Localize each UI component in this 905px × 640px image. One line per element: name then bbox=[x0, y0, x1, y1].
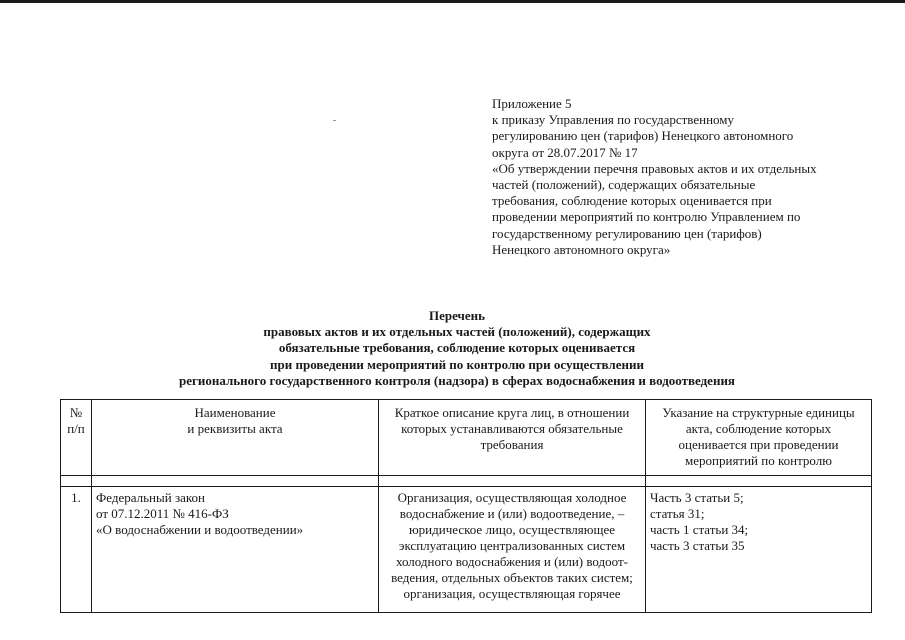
appendix-line: «Об утверждении перечня правовых актов и их отдельных bbox=[492, 160, 817, 176]
row-structural-units: Часть 3 статьи 5; статья 31; часть 1 статьи 34; часть 3 статьи 35 bbox=[646, 487, 872, 613]
row-number: 1. bbox=[61, 487, 92, 613]
row-persons: Организация, осуществляющая холодное водоснабжение и (или) водоотведение, – юридическое лицо, осуществляющее эксплуатацию централизованных систем холодного водоснабжения и (или) водоот- ведения, отдельных объектов таких систем; организация, осуществляющая горячее bbox=[379, 487, 646, 613]
row-act: Федеральный закон от 07.12.2011 № 416-ФЗ «О водоснабжении и водоотведении» bbox=[92, 487, 379, 613]
header-number: № п/п bbox=[61, 400, 92, 476]
title-line: правовых актов и их отдельных частей (положений), содержащих bbox=[263, 324, 651, 340]
header-act-name: Наименование и реквизиты акта bbox=[92, 400, 379, 476]
appendix-line: государственному регулированию цен (тарифов) bbox=[492, 225, 762, 241]
header-persons: Краткое описание круга лиц, в отношении которых устанавливаются обязательные требования bbox=[379, 400, 646, 476]
appendix-line: проведении мероприятий по контролю Управлением по bbox=[492, 209, 801, 225]
appendix-reference bbox=[492, 96, 862, 258]
appendix-line: частей (положений), содержащих обязательные bbox=[492, 177, 756, 193]
legal-acts-table bbox=[60, 399, 872, 613]
appendix-line: округа от 28.07.2017 № 17 bbox=[492, 144, 638, 160]
table-header-row bbox=[61, 400, 872, 476]
appendix-line: Приложение 5 bbox=[492, 96, 572, 111]
scan-speck bbox=[333, 120, 336, 121]
appendix-line: регулированию цен (тарифов) Ненецкого автономного bbox=[492, 128, 794, 144]
appendix-line: Ненецкого автономного округа» bbox=[492, 241, 671, 257]
title-line: обязательные требования, соблюдение которых оценивается bbox=[278, 340, 636, 356]
title-line: регионального государственного контроля (надзора) в сферах водоснабжения и водоотведения bbox=[179, 372, 735, 388]
table-spacer-row bbox=[61, 476, 872, 487]
appendix-line: к приказу Управления по государственному bbox=[492, 112, 735, 128]
appendix-line: требования, соблюдение которых оценивается при bbox=[492, 193, 772, 209]
title-line: Перечень bbox=[428, 308, 486, 323]
table-row bbox=[61, 487, 872, 613]
top-border-line bbox=[0, 0, 905, 3]
title-line: при проведении мероприятий по контролю при осуществлении bbox=[270, 356, 644, 372]
document-title bbox=[130, 308, 784, 389]
header-structural-units: Указание на структурные единицы акта, соблюдение которых оценивается при проведении мероприятий по контролю bbox=[646, 400, 872, 476]
